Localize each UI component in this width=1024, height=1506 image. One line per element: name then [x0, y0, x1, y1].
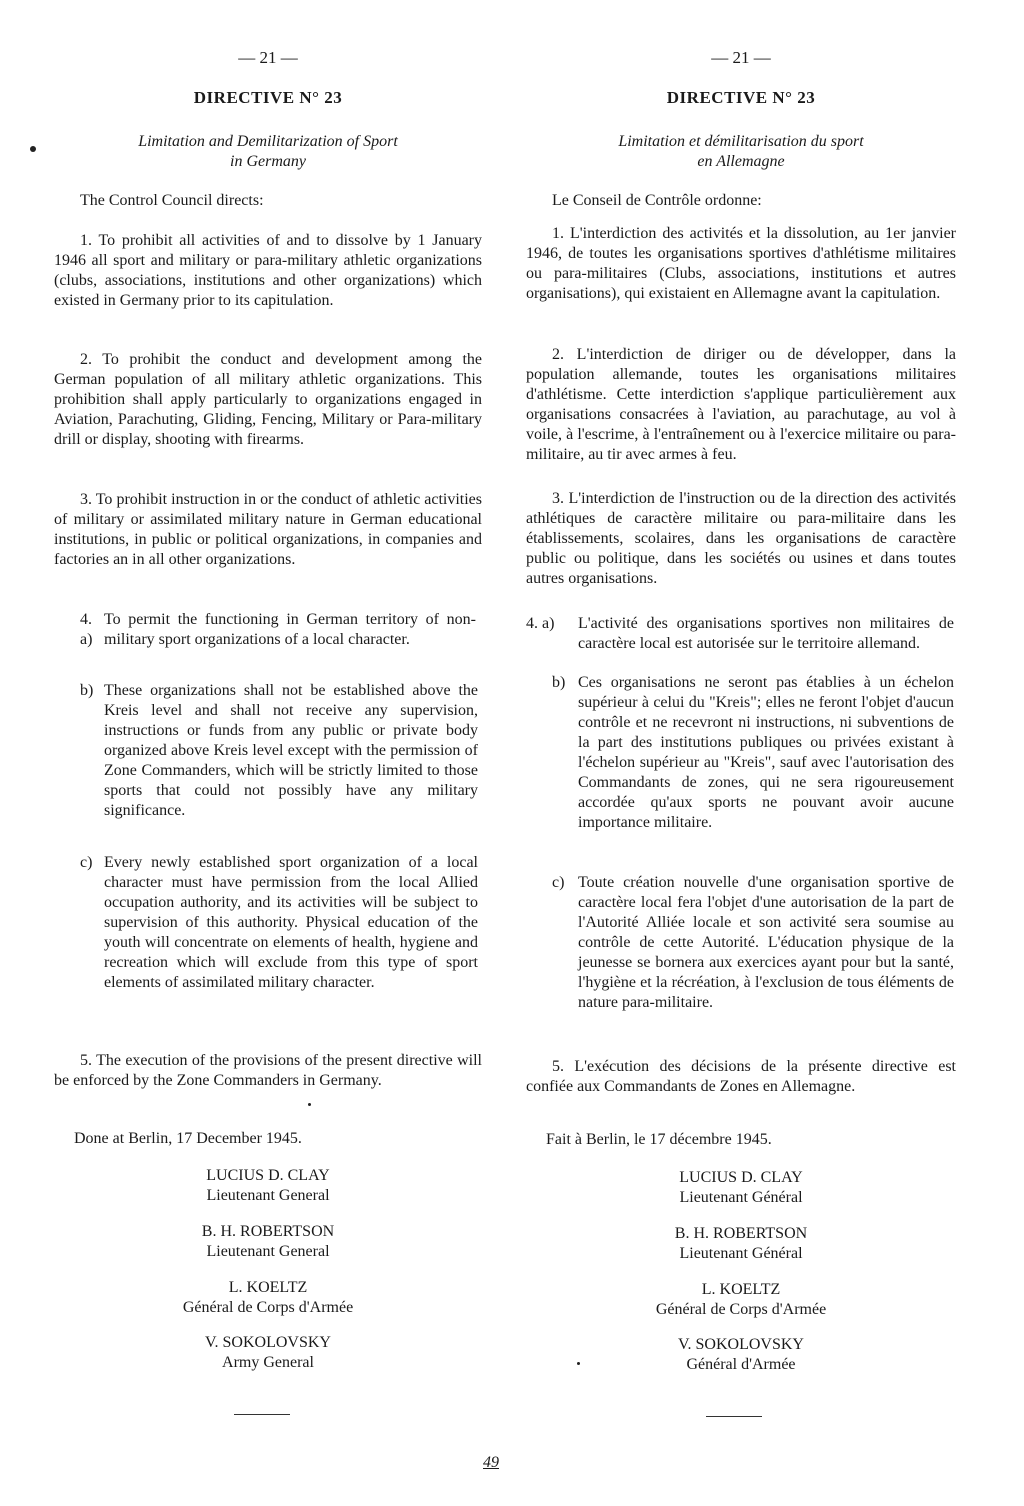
- signing-place-date: Fait à Berlin, le 17 décembre 1945.: [546, 1131, 772, 1148]
- directive-title: DIRECTIVE N° 23: [666, 88, 816, 107]
- signatory-3-rank: Général de Corps d'Armée: [655, 1301, 827, 1318]
- signatory-4-name: V. SOKOLOVSKY: [678, 1336, 804, 1353]
- signatory-1-name: LUCIUS D. CLAY: [679, 1169, 803, 1186]
- signatory-2-rank: Lieutenant Général: [679, 1245, 803, 1262]
- signatory-1-rank: Lieutenant Général: [679, 1189, 803, 1206]
- paragraph-5: 5. The execution of the provisions of the present directive will be enforced by the Zone Commanders in Germany.: [54, 1052, 482, 1089]
- paragraph-4a: To permit the functioning in German territory of non-military sport organizations of a local character.: [104, 611, 476, 648]
- signatory-4-rank: Army General: [222, 1354, 314, 1371]
- paragraph-4a: L'activité des organisations sportives non militaires de caractère local est autorisée sur le territoire allemand.: [578, 615, 954, 652]
- scan-speck: [30, 146, 36, 152]
- signatory-3-name: L. KOELTZ: [228, 1279, 308, 1296]
- signatory-3-name: L. KOELTZ: [701, 1281, 781, 1298]
- closing-rule: [706, 1416, 762, 1417]
- paragraph-4c-label: c): [552, 874, 565, 891]
- footer-page-number: 49: [483, 1454, 499, 1471]
- paragraph-1: 1. To prohibit all activities of and to dissolve by 1 January 1946 all sport and military or para-military athletic organizations (clubs, associations, institutions and other organizations) which existed in Germany prior to its capitulation.: [54, 232, 482, 309]
- paragraph-4c: Toute création nouvelle d'une organisation sportive de caractère local fera l'objet d'une autorisation de la part de l'Autorité Alliée locale et son activité sera soumise au contrôle de cette Autorité. L'éducation physique de la jeunesse se bornera aux exercices ayant pour but la santé, l'hygiène et la récréation, à l'exclusion de tous éléments de nature para-militaire.: [578, 874, 954, 1011]
- signatory-1-name: LUCIUS D. CLAY: [206, 1167, 330, 1184]
- scan-speck: [308, 1103, 311, 1106]
- signatory-1-rank: Lieutenant General: [206, 1187, 330, 1204]
- signatory-2-name: B. H. ROBERTSON: [201, 1223, 335, 1240]
- paragraph-4a-label: 4. a): [526, 615, 555, 632]
- closing-rule: [234, 1414, 290, 1415]
- page-number: — 21 —: [711, 48, 771, 67]
- paragraph-3: 3. To prohibit instruction in or the conduct of athletic activities of military or assimilated military nature in German educational institutions, in public or political organizations, in companies and factories an in all other organizations.: [54, 491, 482, 568]
- paragraph-4b: These organizations shall not be established above the Kreis level and shall not receive any supervision, instructions or funds from any public or private body organized above Kreis level except with the permission of Zone Commanders, which will be strictly limited to those sports that could not possibly have any military significance.: [104, 682, 478, 819]
- paragraph-4a-label: 4. a): [80, 611, 93, 648]
- page-number: — 21 —: [238, 48, 298, 67]
- scan-speck: [577, 1362, 580, 1365]
- paragraph-2: 2. To prohibit the conduct and development among the German population of all military athletic organizations. This prohibition shall apply particularly to organizations engaged in Aviation, Parachuting, Gliding, Fencing, Military or Para-military drill or display, shooting with firearms.: [54, 351, 482, 448]
- paragraph-4c-label: c): [80, 854, 93, 871]
- english-column: [54, 0, 482, 1506]
- intro-text: Le Conseil de Contrôle ordonne:: [552, 192, 762, 209]
- paragraph-3: 3. L'interdiction de l'instruction ou de la direction des activités athlétiques de caractère militaire ou para-militaire dans les établissements, scolaires, dans les organisations de caractère public ou politique, dans les sociétés ou usines et dans toutes autres organisations.: [526, 490, 956, 587]
- french-column: [526, 0, 956, 1506]
- signatory-2-rank: Lieutenant General: [206, 1243, 330, 1260]
- paragraph-2: 2. L'interdiction de diriger ou de développer, dans la population allemande, toutes les organisations militaires d'athlétisme. Cette interdiction s'applique particulièrement aux organisations consacrées à l'aviation, au parachutage, au vol à voile, à l'escrime, à l'entraînement ou à l'exercice militaire ou para-militaire, au tir avec armes à feu.: [526, 346, 956, 463]
- directive-subtitle-line-1: Limitation and Demilitarization of Sport: [138, 133, 398, 150]
- directive-subtitle-line-1: Limitation et démilitarisation du sport: [618, 133, 864, 150]
- signatory-4-name: V. SOKOLOVSKY: [205, 1334, 331, 1351]
- paragraph-4b-label: b): [80, 682, 94, 699]
- paragraph-4b-label: b): [552, 674, 566, 691]
- directive-title: DIRECTIVE N° 23: [193, 88, 343, 107]
- paragraph-5: 5. L'exécution des décisions de la présente directive est confiée aux Commandants de Zones en Allemagne.: [526, 1058, 956, 1095]
- signing-place-date: Done at Berlin, 17 December 1945.: [74, 1130, 302, 1147]
- paragraph-4c: Every newly established sport organization of a local character must have permission from the local Allied occupation authority, and its activities will be subject to supervision of this authority. Physical education of the youth will concentrate on elements of health, hygiene and recreation which will exclude from this type of sport elements of assimilated military character.: [104, 854, 478, 991]
- paragraph-4b: Ces organisations ne seront pas établies à un échelon supérieur à celui du "Kreis"; elles ne feront l'objet d'aucun contrôle et ne recevront ni instructions, ni subventions de la part des institutions publiques ou privées existant à l'échelon supérieur au "Kreis", sauf avec l'autorisation des Commandants de zones, qui ne sera rigoureusement accordée qu'aux sports ne pouvant avoir aucune importance militaire.: [578, 674, 954, 831]
- signatory-3-rank: Général de Corps d'Armée: [182, 1299, 354, 1316]
- signatory-4-rank: Général d'Armée: [686, 1356, 796, 1373]
- signatory-2-name: B. H. ROBERTSON: [674, 1225, 808, 1242]
- directive-subtitle-line-2: en Allemagne: [697, 153, 785, 170]
- intro-text: The Control Council directs:: [80, 192, 264, 209]
- paragraph-1: 1. L'interdiction des activités et la dissolution, au 1er janvier 1946, de toutes les organisations sportives d'athlétisme militaires ou para-militaires (Clubs, associations, institutions et autres organisations), qui existaient en Allemagne avant la capitulation.: [526, 225, 956, 302]
- directive-subtitle-line-2: in Germany: [230, 153, 306, 170]
